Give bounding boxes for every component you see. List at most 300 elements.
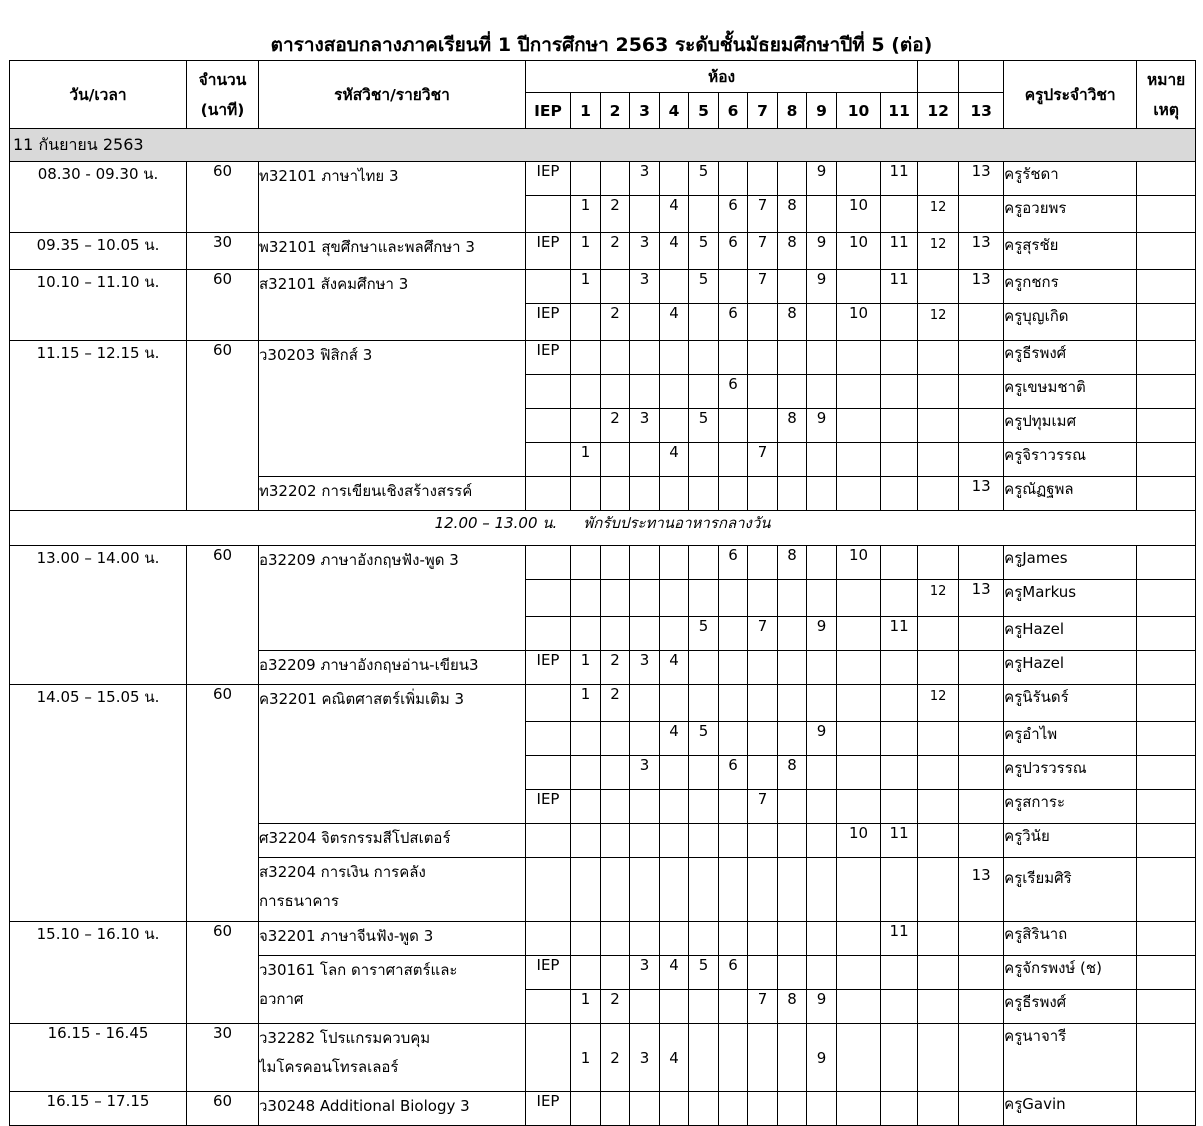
exam-time: 15.10 – 16.10 น.	[10, 922, 187, 1024]
room-cell-3	[630, 546, 660, 580]
room-cell-6: 6	[719, 956, 748, 990]
header-room-6: 6	[719, 93, 748, 129]
room-cell-3: 3	[630, 233, 660, 270]
room-cell-3	[630, 824, 660, 858]
room-cell-12	[918, 162, 959, 196]
room-cell-9	[807, 546, 837, 580]
room-cell-8: 8	[778, 196, 807, 233]
room-cell-7	[748, 824, 778, 858]
room-cell-3	[630, 304, 660, 341]
room-cell-6	[719, 824, 748, 858]
room-cell-2	[601, 956, 630, 990]
subject-cell	[259, 233, 526, 270]
room-cell-12	[918, 990, 959, 1024]
room-cell-11	[881, 375, 918, 409]
room-cell-13	[959, 1092, 1004, 1126]
room-cell-7	[748, 409, 778, 443]
note-cell	[1137, 956, 1196, 990]
room-cell-8: 8	[778, 990, 807, 1024]
teacher-name: ครูนาจารี	[1004, 1024, 1137, 1092]
schedule-row	[10, 1024, 1196, 1092]
room-cell-1	[571, 580, 601, 617]
room-cell-iep: IEP	[526, 651, 571, 685]
room-cell-13	[959, 196, 1004, 233]
header-room-4: 4	[660, 93, 689, 129]
exam-time: 10.10 – 11.10 น.	[10, 270, 187, 341]
room-cell-4	[660, 580, 689, 617]
room-cell-iep: IEP	[526, 1092, 571, 1126]
room-cell-iep: IEP	[526, 956, 571, 990]
room-cell-9: 9	[807, 617, 837, 651]
room-cell-7: 7	[748, 270, 778, 304]
room-cell-6: 6	[719, 756, 748, 790]
room-cell-7: 7	[748, 443, 778, 477]
room-cell-10: 10	[837, 546, 881, 580]
header-note-line1: หมาย	[1147, 70, 1186, 89]
room-cell-iep	[526, 685, 571, 722]
room-cell-13: 13	[959, 270, 1004, 304]
room-cell-1: 1	[571, 270, 601, 304]
room-cell-7	[748, 477, 778, 511]
subject-cell	[259, 546, 526, 651]
room-cell-13	[959, 956, 1004, 990]
room-cell-8: 8	[778, 409, 807, 443]
room-cell-2	[601, 375, 630, 409]
room-cell-2: 2	[601, 409, 630, 443]
room-cell-2: 2	[601, 990, 630, 1024]
room-cell-3	[630, 617, 660, 651]
room-cell-11	[881, 443, 918, 477]
note-cell	[1137, 790, 1196, 824]
exam-time: 09.35 – 10.05 น.	[10, 233, 187, 270]
header-note-line2: เหตุ	[1153, 100, 1179, 119]
room-cell-9	[807, 956, 837, 990]
room-cell-4: 4	[660, 956, 689, 990]
room-cell-7	[748, 162, 778, 196]
room-cell-5	[689, 341, 719, 375]
room-cell-9: 9	[807, 233, 837, 270]
room-cell-iep	[526, 196, 571, 233]
teacher-name: ครูJames	[1004, 546, 1137, 580]
subject-cell	[259, 1024, 526, 1092]
room-cell-5	[689, 580, 719, 617]
room-cell-11	[881, 546, 918, 580]
room-cell-11	[881, 477, 918, 511]
room-cell-9	[807, 790, 837, 824]
room-cell-1: 1	[571, 651, 601, 685]
exam-time: 13.00 – 14.00 น.	[10, 546, 187, 685]
room-cell-5: 5	[689, 722, 719, 756]
room-cell-4: 4	[660, 196, 689, 233]
room-cell-10	[837, 685, 881, 722]
room-cell-7	[748, 1024, 778, 1092]
room-cell-iep	[526, 617, 571, 651]
room-cell-4: 4	[660, 443, 689, 477]
subject-name-line2: การธนาคาร	[259, 892, 339, 910]
room-cell-9: 9	[807, 162, 837, 196]
teacher-name: ครูปทุมเมศ	[1004, 409, 1137, 443]
header-room-10: 10	[837, 93, 881, 129]
room-cell-6: 6	[719, 233, 748, 270]
room-cell-1	[571, 477, 601, 511]
teacher-name: ครูปวรวรรณ	[1004, 756, 1137, 790]
room-cell-8: 8	[778, 304, 807, 341]
room-cell-5: 5	[689, 617, 719, 651]
room-cell-7	[748, 580, 778, 617]
room-cell-12: 12	[918, 196, 959, 233]
room-cell-2	[601, 477, 630, 511]
subject-cell	[259, 270, 526, 341]
room-cell-7: 7	[748, 990, 778, 1024]
note-cell	[1137, 375, 1196, 409]
room-cell-12: 12	[918, 580, 959, 617]
room-cell-13	[959, 990, 1004, 1024]
room-cell-11	[881, 1092, 918, 1126]
room-cell-6: 6	[719, 375, 748, 409]
room-cell-8	[778, 1092, 807, 1126]
room-cell-12: 12	[918, 233, 959, 270]
room-cell-6	[719, 858, 748, 922]
room-cell-iep	[526, 922, 571, 956]
room-cell-5	[689, 196, 719, 233]
room-cell-1	[571, 790, 601, 824]
room-cell-13	[959, 304, 1004, 341]
room-cell-13: 13	[959, 858, 1004, 922]
room-cell-3	[630, 443, 660, 477]
room-cell-11	[881, 756, 918, 790]
room-cell-2	[601, 722, 630, 756]
teacher-name: ครูบุญเกิด	[1004, 304, 1137, 341]
room-cell-2: 2	[601, 304, 630, 341]
teacher-name: ครูเรียมศิริ	[1004, 858, 1137, 922]
teacher-name: ครูอวยพร	[1004, 196, 1137, 233]
room-cell-12	[918, 341, 959, 375]
room-cell-6	[719, 790, 748, 824]
teacher-name: ครูอำไพ	[1004, 722, 1137, 756]
room-cell-6	[719, 580, 748, 617]
room-cell-1	[571, 858, 601, 922]
subject-name: อ32209 ภาษาอังกฤษอ่าน-เขียน3	[259, 656, 479, 674]
room-cell-8	[778, 375, 807, 409]
schedule-row	[10, 162, 1196, 196]
schedule-row	[10, 922, 1196, 956]
header-day-time: วัน/เวลา	[10, 61, 187, 129]
subject-name-line2: อวกาศ	[259, 990, 304, 1008]
room-cell-13	[959, 617, 1004, 651]
room-cell-11: 11	[881, 162, 918, 196]
room-cell-6	[719, 990, 748, 1024]
room-cell-8	[778, 651, 807, 685]
room-cell-12	[918, 617, 959, 651]
room-cell-10: 10	[837, 824, 881, 858]
room-cell-11	[881, 790, 918, 824]
room-cell-9	[807, 304, 837, 341]
header-room-8: 8	[778, 93, 807, 129]
room-cell-3: 3	[630, 956, 660, 990]
schedule-row	[10, 233, 1196, 270]
room-cell-7: 7	[748, 790, 778, 824]
room-cell-12	[918, 270, 959, 304]
room-cell-6	[719, 409, 748, 443]
room-cell-9	[807, 922, 837, 956]
room-cell-10	[837, 580, 881, 617]
room-cell-12	[918, 651, 959, 685]
room-cell-9	[807, 651, 837, 685]
room-cell-5: 5	[689, 956, 719, 990]
teacher-name: ครูGavin	[1004, 1092, 1137, 1126]
room-cell-5	[689, 685, 719, 722]
room-cell-1	[571, 1092, 601, 1126]
room-cell-9	[807, 443, 837, 477]
note-cell	[1137, 580, 1196, 617]
room-cell-7	[748, 341, 778, 375]
room-cell-6	[719, 162, 748, 196]
room-cell-13	[959, 341, 1004, 375]
room-cell-11: 11	[881, 824, 918, 858]
teacher-name: ครูณัฏฐพล	[1004, 477, 1137, 511]
note-cell	[1137, 617, 1196, 651]
header-room-11: 11	[881, 93, 918, 129]
room-cell-1	[571, 956, 601, 990]
room-cell-iep: IEP	[526, 162, 571, 196]
room-cell-2: 2	[601, 1024, 630, 1092]
exam-duration: 30	[187, 233, 259, 270]
room-cell-8: 8	[778, 756, 807, 790]
room-cell-3	[630, 196, 660, 233]
room-cell-4	[660, 990, 689, 1024]
room-cell-6	[719, 443, 748, 477]
room-cell-7: 7	[748, 617, 778, 651]
room-cell-1	[571, 824, 601, 858]
teacher-name: ครูกชกร	[1004, 270, 1137, 304]
exam-time: 16.15 – 17.15	[10, 1092, 187, 1126]
room-cell-4	[660, 617, 689, 651]
room-cell-3	[630, 477, 660, 511]
room-cell-10	[837, 409, 881, 443]
room-cell-10	[837, 651, 881, 685]
room-cell-1	[571, 722, 601, 756]
room-cell-iep	[526, 409, 571, 443]
room-cell-5	[689, 824, 719, 858]
room-cell-7	[748, 922, 778, 956]
subject-name: ท32101 ภาษาไทย 3	[259, 167, 399, 185]
room-cell-3	[630, 790, 660, 824]
room-cell-8	[778, 956, 807, 990]
room-cell-7: 7	[748, 196, 778, 233]
room-cell-10: 10	[837, 233, 881, 270]
room-cell-4	[660, 409, 689, 443]
room-cell-8	[778, 477, 807, 511]
teacher-name: ครูธีรพงศ์	[1004, 990, 1137, 1024]
lunch-break	[10, 511, 1196, 546]
room-cell-11: 11	[881, 922, 918, 956]
room-cell-12	[918, 375, 959, 409]
room-cell-7	[748, 685, 778, 722]
teacher-name: ครูHazel	[1004, 651, 1137, 685]
room-cell-12	[918, 477, 959, 511]
room-cell-13: 13	[959, 477, 1004, 511]
note-cell	[1137, 722, 1196, 756]
room-cell-8: 8	[778, 233, 807, 270]
room-cell-1	[571, 375, 601, 409]
room-cell-12	[918, 443, 959, 477]
room-cell-5	[689, 922, 719, 956]
room-cell-12	[918, 956, 959, 990]
room-cell-2	[601, 270, 630, 304]
room-cell-iep: IEP	[526, 233, 571, 270]
header-teacher: ครูประจำวิชา	[1004, 61, 1137, 129]
room-cell-iep	[526, 1024, 571, 1092]
page-title: ตารางสอบกลางภาคเรียนที่ 1 ปีการศึกษา 2563 ระดับชั้นมัธยมศึกษาปีที่ 5 (ต่อ)	[270, 34, 933, 56]
room-cell-2: 2	[601, 651, 630, 685]
room-cell-5	[689, 477, 719, 511]
room-cell-3: 3	[630, 270, 660, 304]
exam-time: 14.05 – 15.05 น.	[10, 685, 187, 922]
subject-cell	[259, 341, 526, 477]
room-cell-iep	[526, 990, 571, 1024]
lunch-label: พักรับประทานอาหารกลางวัน	[583, 514, 771, 532]
room-cell-12: 12	[918, 304, 959, 341]
room-cell-13: 13	[959, 580, 1004, 617]
room-cell-8	[778, 790, 807, 824]
header-duration-line1: จำนวน	[198, 70, 247, 89]
room-cell-10	[837, 1024, 881, 1092]
room-cell-7	[748, 722, 778, 756]
room-cell-12	[918, 409, 959, 443]
room-cell-5	[689, 790, 719, 824]
room-cell-5	[689, 651, 719, 685]
room-cell-3: 3	[630, 409, 660, 443]
note-cell	[1137, 1092, 1196, 1126]
schedule-row	[10, 341, 1196, 375]
room-cell-10	[837, 162, 881, 196]
room-cell-2	[601, 858, 630, 922]
exam-schedule-table	[9, 60, 1196, 1126]
room-cell-9	[807, 756, 837, 790]
room-cell-2	[601, 617, 630, 651]
room-cell-11	[881, 1024, 918, 1092]
room-cell-3: 3	[630, 756, 660, 790]
room-cell-4	[660, 922, 689, 956]
room-cell-8	[778, 162, 807, 196]
room-cell-12	[918, 824, 959, 858]
room-cell-5: 5	[689, 270, 719, 304]
exam-duration: 60	[187, 270, 259, 341]
note-cell	[1137, 233, 1196, 270]
room-cell-2	[601, 580, 630, 617]
subject-name: ศ32204 จิตรกรรมสีโปสเตอร์	[259, 829, 451, 847]
room-cell-10	[837, 956, 881, 990]
room-cell-8	[778, 685, 807, 722]
room-cell-4	[660, 1092, 689, 1126]
room-cell-11	[881, 409, 918, 443]
subject-name-line2: ไมโครคอนโทรลเลอร์	[259, 1058, 399, 1076]
room-cell-6	[719, 270, 748, 304]
exam-duration: 60	[187, 162, 259, 233]
room-cell-9	[807, 858, 837, 922]
room-cell-2	[601, 824, 630, 858]
room-cell-13: 13	[959, 162, 1004, 196]
note-cell	[1137, 341, 1196, 375]
room-cell-9	[807, 375, 837, 409]
room-cell-11	[881, 304, 918, 341]
note-cell	[1137, 477, 1196, 511]
room-cell-3: 3	[630, 162, 660, 196]
room-cell-5	[689, 756, 719, 790]
room-cell-4	[660, 756, 689, 790]
date-row: 11 กันยายน 2563	[10, 129, 1196, 162]
room-cell-4	[660, 790, 689, 824]
room-cell-iep: IEP	[526, 790, 571, 824]
room-cell-9: 9	[807, 990, 837, 1024]
room-cell-3	[630, 580, 660, 617]
note-cell	[1137, 409, 1196, 443]
room-cell-1	[571, 409, 601, 443]
room-cell-iep	[526, 477, 571, 511]
note-cell	[1137, 1024, 1196, 1092]
note-cell	[1137, 270, 1196, 304]
room-cell-iep	[526, 580, 571, 617]
header-room-1: 1	[571, 93, 601, 129]
room-cell-13	[959, 546, 1004, 580]
room-cell-13	[959, 409, 1004, 443]
room-cell-6	[719, 651, 748, 685]
room-cell-7	[748, 1092, 778, 1126]
header-subject: รหัสวิชา/รายวิชา	[259, 61, 526, 129]
room-cell-1: 1	[571, 1024, 601, 1092]
room-cell-iep	[526, 722, 571, 756]
room-cell-5	[689, 304, 719, 341]
note-cell	[1137, 756, 1196, 790]
room-cell-4: 4	[660, 651, 689, 685]
room-cell-1	[571, 162, 601, 196]
lunch-time: 12.00 – 13.00 น.	[434, 514, 558, 532]
room-cell-11	[881, 341, 918, 375]
room-cell-8	[778, 617, 807, 651]
teacher-name: ครูสการะ	[1004, 790, 1137, 824]
room-cell-iep	[526, 546, 571, 580]
exam-time: 08.30 - 09.30 น.	[10, 162, 187, 233]
room-cell-3	[630, 375, 660, 409]
room-cell-11	[881, 858, 918, 922]
room-cell-iep: IEP	[526, 341, 571, 375]
header-duration-line2: (นาที)	[200, 100, 245, 119]
subject-name-line1: ส32204 การเงิน การคลัง	[259, 863, 426, 881]
subject-name-line1: ว30161 โลก ดาราศาสตร์และ	[259, 961, 458, 979]
room-cell-4: 4	[660, 233, 689, 270]
subject-cell	[259, 824, 526, 858]
room-cell-7	[748, 756, 778, 790]
room-cell-2	[601, 756, 630, 790]
room-cell-iep	[526, 824, 571, 858]
room-cell-6	[719, 722, 748, 756]
room-cell-11	[881, 990, 918, 1024]
header-room-3: 3	[630, 93, 660, 129]
subject-cell	[259, 651, 526, 685]
room-cell-6	[719, 617, 748, 651]
room-cell-1	[571, 546, 601, 580]
room-cell-11	[881, 685, 918, 722]
teacher-name: ครูธีรพงศ์	[1004, 341, 1137, 375]
subject-name: ค32201 คณิตศาสตร์เพิ่มเติม 3	[259, 690, 465, 708]
room-cell-iep	[526, 375, 571, 409]
header-room-5: 5	[689, 93, 719, 129]
exam-time: 16.15 - 16.45	[10, 1024, 187, 1092]
room-cell-5: 5	[689, 162, 719, 196]
header-room-7: 7	[748, 93, 778, 129]
room-cell-1	[571, 922, 601, 956]
room-cell-11	[881, 580, 918, 617]
